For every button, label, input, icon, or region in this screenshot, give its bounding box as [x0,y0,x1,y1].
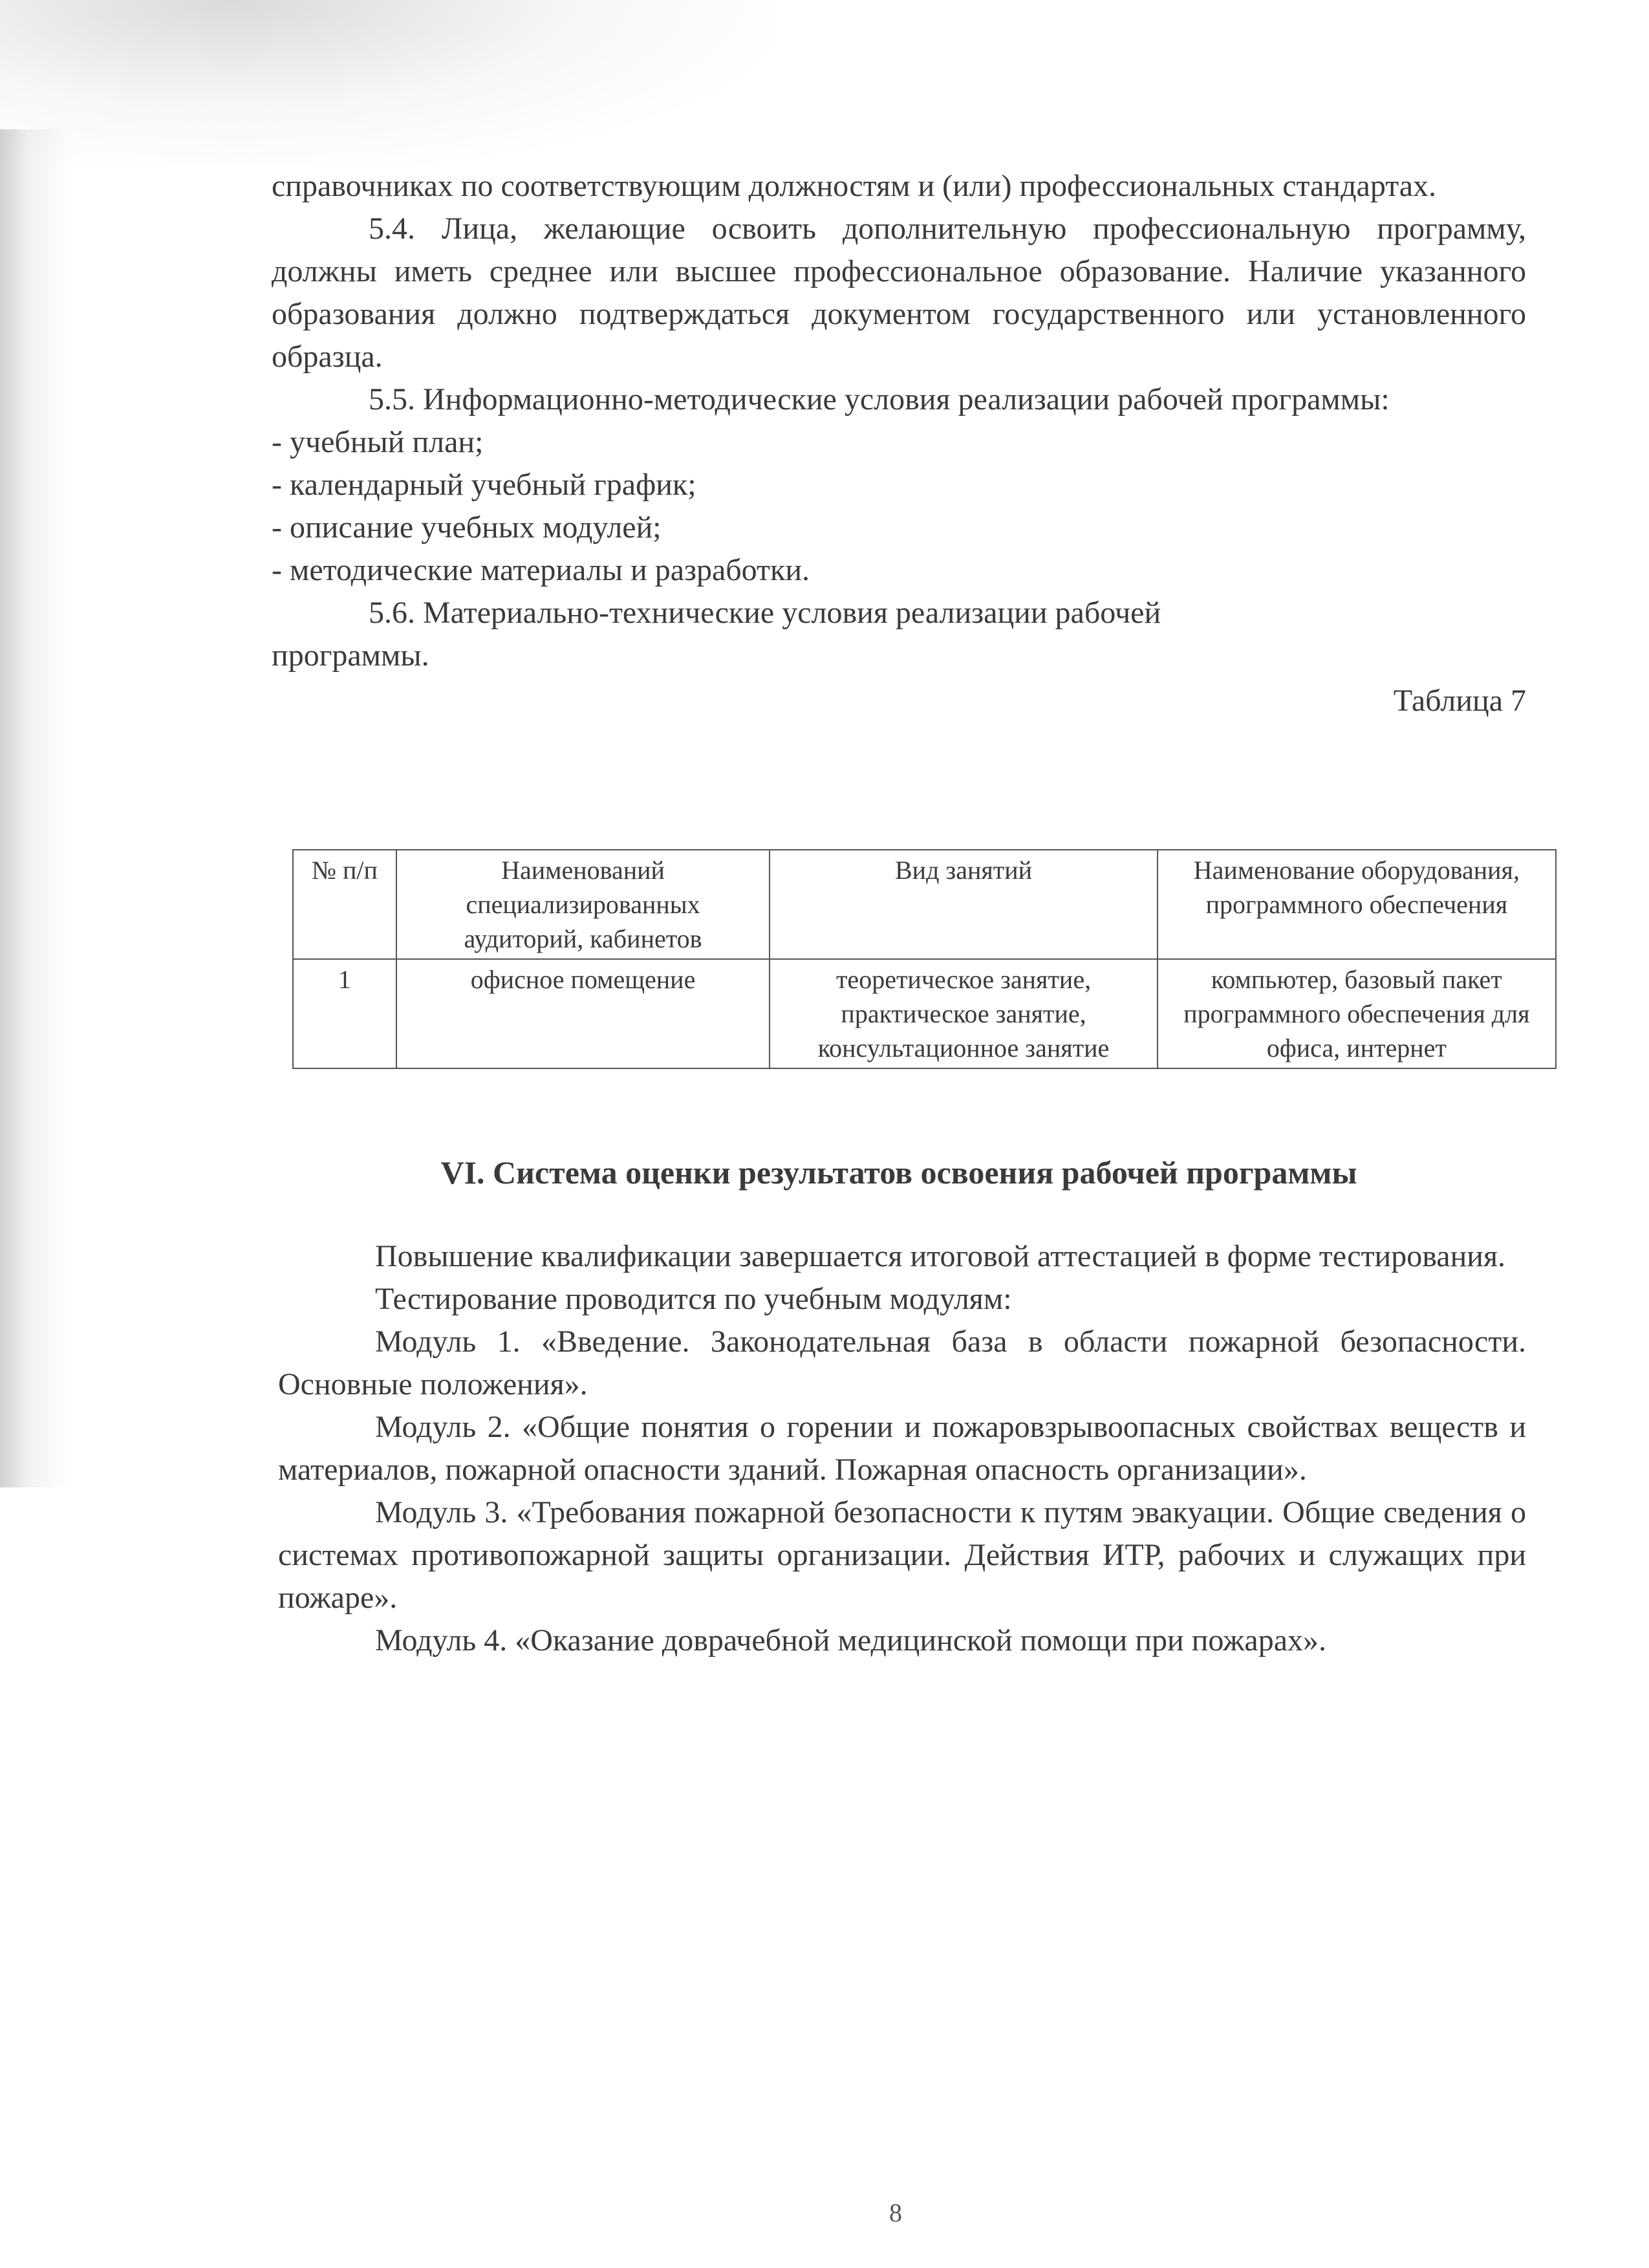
table-row [293,959,1556,1068]
document-body-top [272,165,1526,722]
table-header-rooms: Наименований специализированных аудиторий, кабинетов [396,850,770,959]
paragraph-testing: Тестирование проводится по учебным модулям: [375,1282,1012,1316]
list-item: - методические материалы и разработки. [272,553,810,587]
table-header-number: № п/п [293,850,396,959]
table-header-lesson-type: Вид занятий [770,850,1157,959]
paragraph-5-6-line2: программы. [272,638,429,673]
paragraph-5-4: 5.4. Лица, желающие освоить дополнительную профессиональную программу, должны иметь среднее или высшее профессиональное образование. Наличие указанного образования должно подтверждаться документом государственного или установленного образца. [272,211,1526,374]
scan-shadow-top [0,0,776,168]
table-cell-equipment: компьютер, базовый пакет программного обеспечения для офиса, интернет [1158,959,1556,1068]
paragraph-continuation: справочниках по соответствующим должностям и (или) профессиональных стандартах. [272,169,1437,203]
table-header-row [293,850,1556,959]
module-item: Модуль 3. «Требования пожарной безопасности к путям эвакуации. Общие сведения о системах противопожарной защиты организации. Действия ИТР, рабочих и служащих при пожаре». [278,1495,1526,1615]
list-item: - календарный учебный график; [272,468,696,502]
list-item: - описание учебных модулей; [272,510,662,545]
paragraph-certification: Повышение квалификации завершается итоговой аттестацией в форме тестирования. [375,1239,1506,1273]
page-number: 8 [889,2198,902,2227]
document-body-bottom [278,1235,1526,1662]
table-header-equipment: Наименование оборудования, программного обеспечения [1158,850,1556,959]
equipment-table [292,849,1557,1069]
table-cell-lesson-type: теоретическое занятие, практическое занятие, консультационное занятие [770,959,1157,1068]
paragraph-5-6-line1: 5.6. Материально-технические условия реализации рабочей [369,596,1161,630]
section-title: VI. Система оценки результатов освоения рабочей программы [440,1154,1357,1191]
list-item: - учебный план; [272,425,484,459]
module-item: Модуль 2. «Общие понятия о горении и пожаровзрывоопасных свойствах веществ и материалов, пожарной опасности зданий. Пожарная опасность организации». [278,1410,1526,1487]
module-item: Модуль 1. «Введение. Законодательная база в области пожарной безопасности. Основные положения». [278,1324,1526,1401]
table-cell-number: 1 [293,959,396,1068]
table-cell-room: офисное помещение [396,959,770,1068]
module-item: Модуль 4. «Оказание доврачебной медицинской помощи при пожарах». [375,1623,1327,1658]
scan-shadow-left [0,129,71,1487]
table-caption: Таблица 7 [1393,684,1526,718]
paragraph-5-5: 5.5. Информационно-методические условия реализации рабочей программы: [369,382,1390,416]
